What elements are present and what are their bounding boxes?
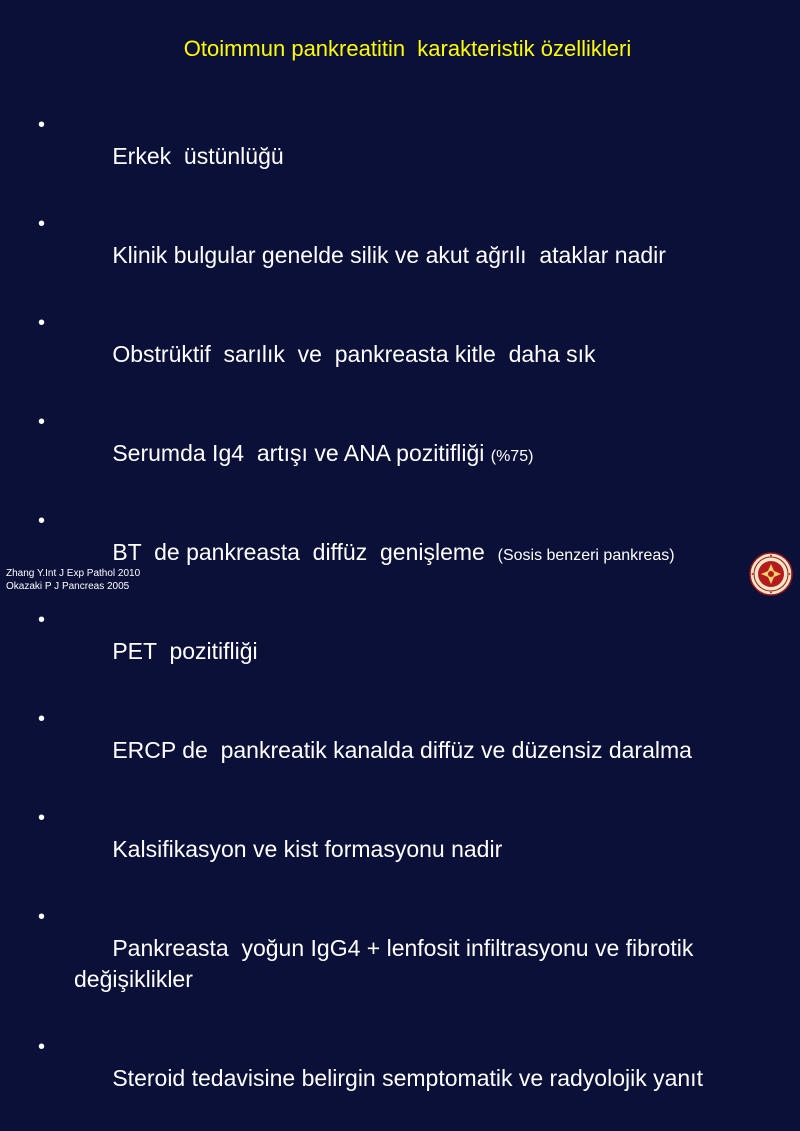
bullet-dot-icon: • (38, 312, 46, 334)
bullet-text: Obstrüktif sarılık ve pankreasta kitle daha sık (112, 341, 596, 367)
slide-title: Otoimmun pankreatitin karakteristik özellikleri (183, 36, 632, 61)
bullet-text: Klinik bulgular genelde silik ve akut ağrılı ataklar nadir (112, 242, 666, 268)
bullet-item (38, 704, 778, 800)
bullet-text: BT de pankreasta diffüz genişleme (112, 539, 498, 565)
reference-line: Zhang Y.Int J Exp Pathol 2010 (6, 568, 141, 579)
bullet-dot-icon: • (38, 807, 46, 829)
references (6, 567, 140, 593)
bullet-text: PET pozitifliği (112, 638, 258, 664)
bullet-item (38, 1032, 778, 1128)
bullet-dot-icon: • (38, 906, 46, 928)
bullet-note: (Sosis benzeri pankreas) (497, 547, 675, 564)
bullet-text: Serumda Ig4 artışı ve ANA pozitifliği (112, 440, 491, 466)
bullet-text: Steroid tedavisine belirgin semptomatik ve radyolojik yanıt (112, 1065, 703, 1091)
bullet-list (38, 110, 778, 1131)
bullet-note: (%75) (490, 448, 534, 465)
bullet-item (38, 110, 778, 206)
bullet-dot-icon: • (38, 114, 46, 136)
bullet-item (38, 605, 778, 701)
bullet-dot-icon: • (38, 1036, 46, 1058)
bullet-item (38, 407, 778, 503)
bullet-item (38, 803, 778, 899)
bullet-dot-icon: • (38, 609, 46, 631)
bullet-dot-icon: • (38, 213, 46, 235)
bullet-dot-icon: • (38, 411, 46, 433)
bullet-text: Kalsifikasyon ve kist formasyonu nadir (112, 836, 503, 862)
bullet-text: ERCP de pankreatik kanalda diffüz ve düzensiz daralma (112, 737, 692, 763)
bullet-item (38, 902, 778, 1029)
bullet-item (38, 308, 778, 404)
bullet-dot-icon: • (38, 708, 46, 730)
university-seal-icon (749, 552, 793, 596)
reference-line: Okazaki P J Pancreas 2005 (6, 581, 130, 592)
bullet-text: Pankreasta yoğun IgG4 + lenfosit infiltrasyonu ve fibrotik değişiklikler (74, 935, 700, 992)
bullet-dot-icon: • (38, 510, 46, 532)
bullet-item (38, 506, 778, 602)
bullet-item (38, 209, 778, 305)
bullet-text: Erkek üstünlüğü (112, 143, 284, 169)
